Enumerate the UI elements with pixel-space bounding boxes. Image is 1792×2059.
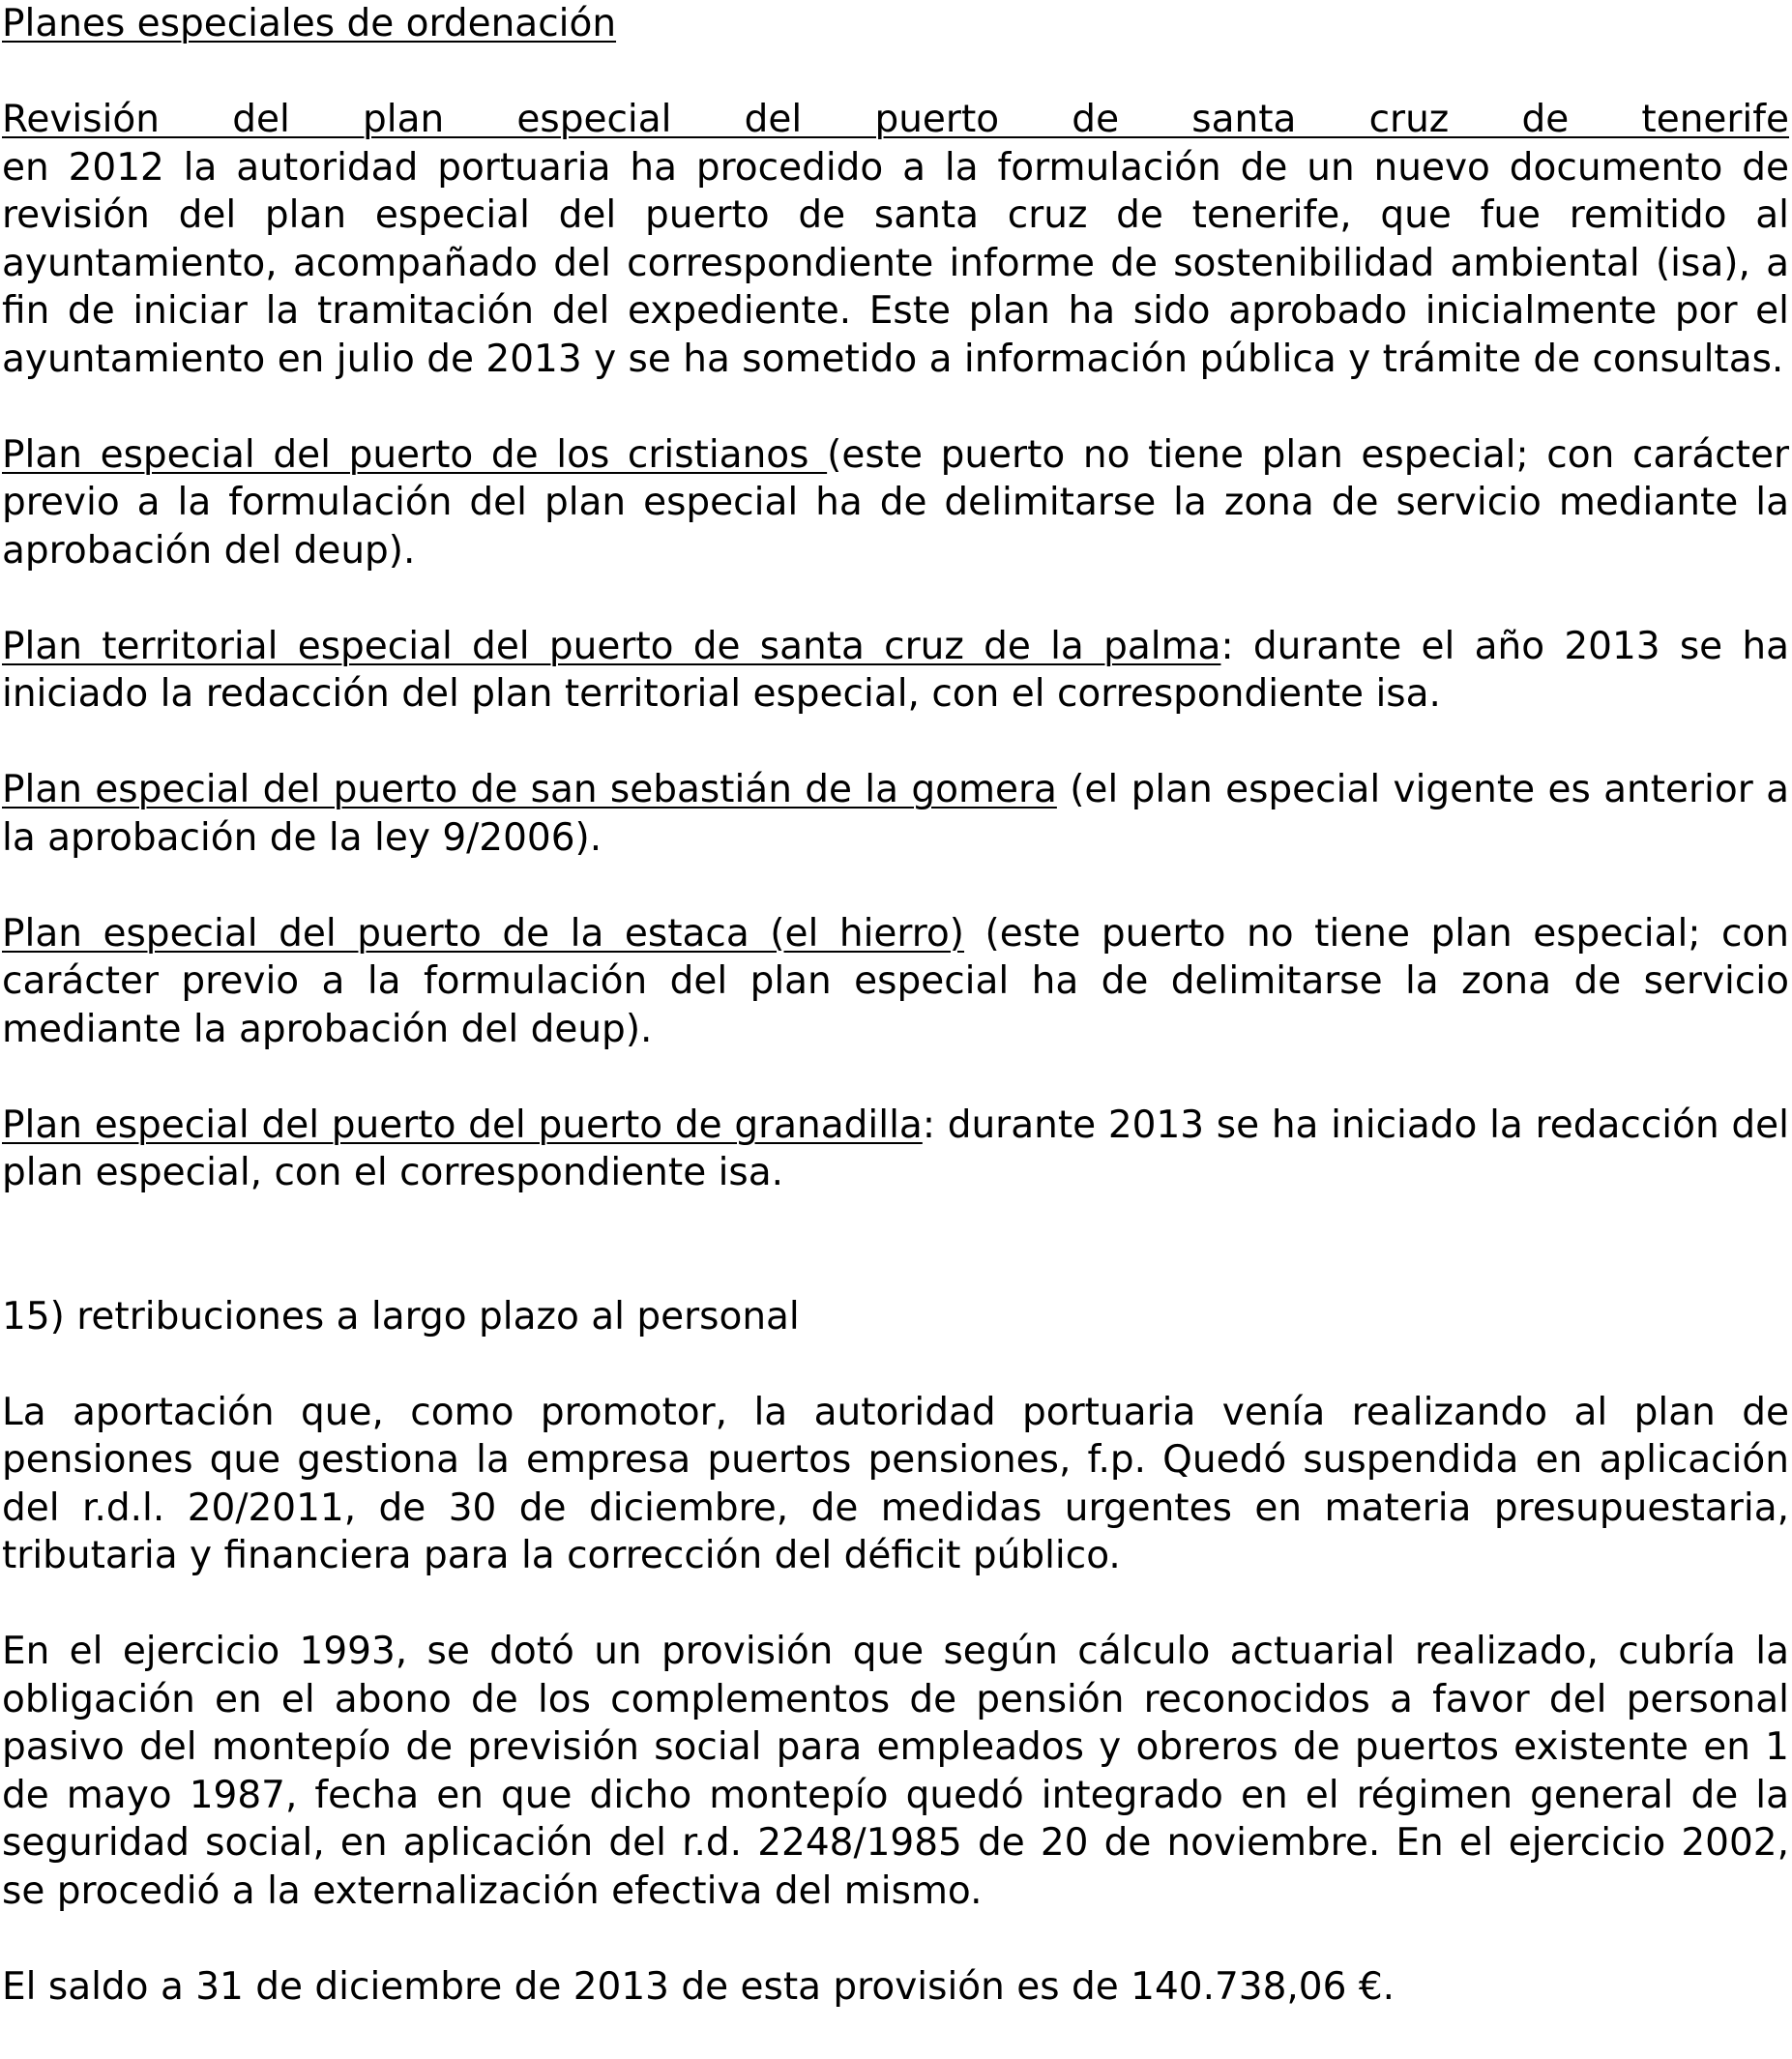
plan-paragraph-san-sebastian-gomera xyxy=(2,766,1789,862)
section-15-paragraph-provision: En el ejercicio 1993, se dotó un provisión que según cálculo actuarial realizado, cubría la obligación en el abono de los complementos de pensión reconocidos a favor del personal pasivo del montepío de previsión social para empleados y obreros de puertos existente en 1 de mayo 1987, fecha en que dicho montepío quedó integrado en el régimen general de la seguridad social, en aplicación del r.d. 2248/1985 de 20 de noviembre. En el ejercicio 2002, se procedió a la externalización efectiva del mismo. xyxy=(2,1630,1789,1913)
plan-title-text: Plan especial del puerto de los cristianos xyxy=(2,432,828,477)
plan-body-santa-cruz-tenerife: en 2012 la autoridad portuaria ha procedido a la formulación de un nuevo documento de revisión del plan especial del puerto de santa cruz de tenerife, que fue remitido al ayuntamiento, acompañado del correspondiente informe de sostenibilidad ambiental (isa), a fin de iniciar la tramitación del expediente. Este plan ha sido aprobado inicialmente por el ayuntamiento en julio de 2013 y se ha sometido a información pública y trámite de consultas. xyxy=(2,145,1789,381)
plan-body-text: (este puerto no tiene plan especial; con carácter previo a la formulación del plan especial ha de delimitarse la zona de servicio mediante la aprobación del deup). xyxy=(2,432,1789,573)
plan-body-text: (este puerto no tiene plan especial; con carácter previo a la formulación del plan especial ha de delimitarse la zona de servicio mediante la aprobación del deup). xyxy=(2,911,1790,1051)
plan-paragraph-los-cristianos xyxy=(2,431,1789,575)
plan-title-text: Plan especial del puerto de san sebastián de la gomera xyxy=(2,768,1057,811)
plan-title-text: Plan territorial especial del puerto de santa cruz de la palma xyxy=(2,624,1221,668)
plan-title-santa-cruz-tenerife xyxy=(2,96,1789,144)
section-15-paragraph-balance: El saldo a 31 de diciembre de 2013 de esta provisión es de 140.738,06 €. xyxy=(2,1964,1395,2009)
plan-body-text: : durante el año 2013 se ha iniciado la redacción del plan territorial especial, con el correspondiente isa. xyxy=(2,624,1790,716)
section-15-title: 15) retribuciones a largo plazo al personal xyxy=(2,1294,800,1338)
section-15-paragraph-contribution: La aportación que, como promotor, la autoridad portuaria venía realizando al plan de pensiones que gestiona la empresa puertos pensiones, f.p. Quedó suspendida en aplicación del r.d.l. 20/2011, de 30 de diciembre, de medidas urgentes en materia presupuestaria, tributaria y financiera para la corrección del déficit público. xyxy=(2,1390,1789,1577)
plan-paragraph-santa-cruz-palma xyxy=(2,623,1789,719)
plan-title-text: Plan especial del puerto de la estaca (el hierro) xyxy=(2,911,965,956)
vertical-spacer xyxy=(2,1245,1789,1293)
document-page xyxy=(2,0,1789,2059)
plan-title-text: Revisión del plan especial del puerto de santa cruz de tenerife xyxy=(2,98,1789,141)
plan-body-text: : durante 2013 se ha iniciado la redacción del plan especial, con el correspondiente isa. xyxy=(2,1103,1789,1194)
plan-body-text: (el plan especial vigente es anterior a la aprobación de la ley 9/2006). xyxy=(2,768,1789,860)
section-heading xyxy=(2,0,1789,48)
heading-text: Planes especiales de ordenación xyxy=(2,2,617,45)
plan-title-text: Plan especial del puerto del puerto de granadilla xyxy=(2,1103,923,1147)
plan-paragraph-granadilla xyxy=(2,1102,1789,1197)
plan-paragraph-la-estaca xyxy=(2,910,1789,1054)
